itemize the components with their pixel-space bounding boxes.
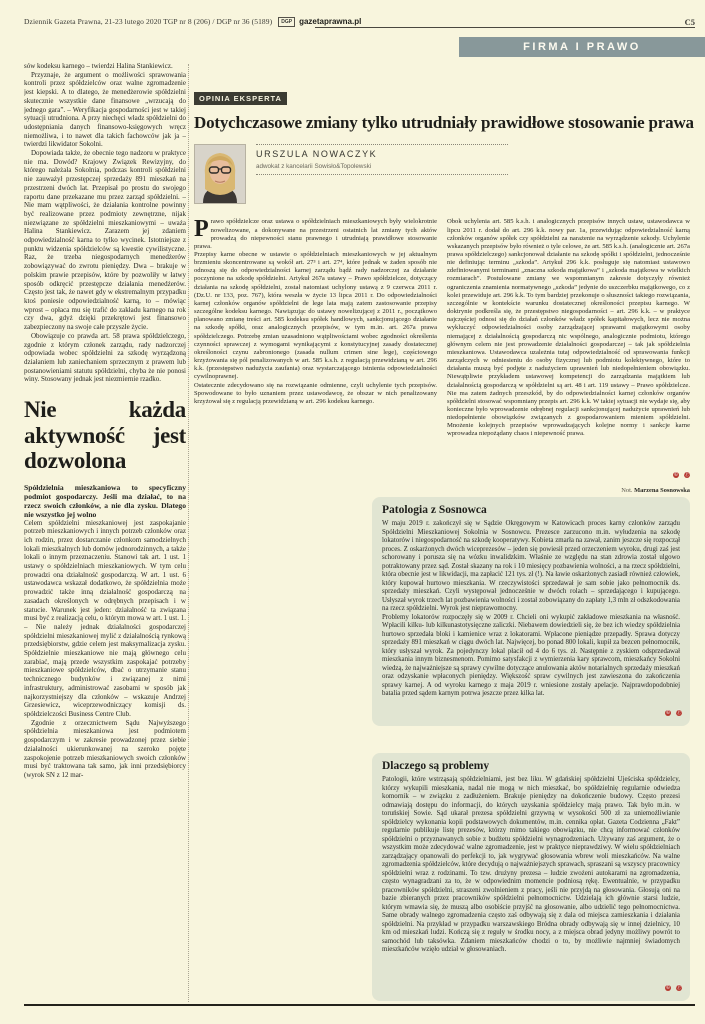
masthead	[24, 17, 695, 31]
page-bottom-rule	[24, 1004, 695, 1006]
box-title: Dlaczego są problemy	[382, 760, 490, 772]
paragraph: Obok uchylenia art. 585 k.s.h. i analogicznych przepisów innych ustaw, ustawodawca w lipcu 2011 r. dodał do art. 296 k.k. nowy par. 1a, przewidując odpowiedzialność karną członków organów spółek czy spółdzielni za narażenie na wyrządzenie szkody. Uchylenie wskazanych przepisów było również o tyle celowe, że art. 585 k.s.h. (analogicznie art. 267a prawa spółdzielczego) sankcjonował działanie na szkodę spółki i spółdzielni, jednocześnie nie definiując terminu „szkoda”. Artykuł 296 k.k. posługuje się natomiast ustawowo zdefiniowanymi terminami „znaczna szkoda majątkowa” i „szkoda majątkowa w wielkich rozmiarach”. Postulowane zmiany we wspomnianym zakresie dotyczyły również ograniczenia znamienia normatywnego „szkoda” jedynie do uszczerbku majątkowego, co z kolei przewiduje art. 296 k.k. To tym bardziej przekonuje o słuszności takiego rozwiązania, szczególnie w kontekście warunku dostatecznej określoności przepisu karnego. W doktrynie podkreśla się, że przestępstwo niegospodarności – art. 296 k.k. – w praktyce najczęściej odnosi się do działań członków władz spółek kapitałowych, lecz nie można wykluczyć odpowiedzialności osoby zarządzającej sprawami majątkowymi osoby niemającej z działalnością gospodarczą nic wspólnego, analogicznie podmiotu, którego głównym celem nie jest prowadzenie działalności gospodarczej – tak jak spółdzielnia mieszkaniowa. Ustawodawca uzależnia tutaj odpowiedzialność od sprawowania funkcji zarządczych w odniesieniu do osoby fizycznej lub podmiotu kolektywnego, które to działania muszą być podjęte z nadużyciem uprawnień lub niedopełnieniem obowiązku. Niewątpliwie przykładem ustawowej kompetencji do zarządzania majątkiem lub działalnością gospodarczą w spółdzielni są art. 48 i art. 119 ustawy – Prawo spółdzielcze. Nie ma zatem żadnych przeszkód, by do odpowiedzialności karnej członków organów spółdzielni stosować wspomniany przepis art. 296 k.k. W takiej sytuacji nie wydaje się, aby konieczne było wprowadzenie odrębnej regulacji sankcjonującej nadużycie uprawnień lub niedopełnienie obowiązków związanych z gospodarowaniem mieniem spółdzielni. Mnożenie kolejnych przepisów wprowadzających kolejne normy i sankcje karne wprowadza niepożądany chaos i niepewność prawa.	[447, 218, 690, 438]
publication-rights-icon: Ⓟ	[676, 985, 682, 991]
expert-opinion-section	[194, 88, 694, 495]
info-box-dlaczego	[372, 753, 690, 1001]
paragraph: Przyznaje, że argument o możliwości sprawowania kontroli przez spółdzielców oraz walne zgromadzenie jest kiepski. A to dlatego, że menedżerowie spółdzielni skutecznie wszystkie dane finansowe „wrzucają do jednego gara”. – Weryfikacja gospodarności jest w takiej sytuacji utrudniona. A przy niechęci władz spółdzielni do udostępniania danych finansowo-księgowych wręcz niemożliwa, i to nawet dla takich fachowców jak ja – twierdzi likwidator Sokolni.	[24, 70, 186, 149]
author-title: adwokat z kancelarii Sowisło&Topolewski	[256, 163, 508, 175]
note-credit	[194, 487, 690, 494]
rights-icons	[664, 701, 682, 719]
page-number: C5	[684, 17, 695, 27]
edition-info: Dziennik Gazeta Prawna, 21-23 lutego 2020 TGP nr 8 (206) / DGP nr 36 (5189)	[24, 17, 273, 26]
paragraph-text: rawo spółdzielcze oraz ustawa o spółdzielniach mieszkaniowych były wielokrotnie nowelizowane, a dokonywane na przestrzeni ostatnich lat zmiany tych aktów prowadzą do niepewności stanu prawnego i utrudniają prawidłowe stosowanie prawa.	[194, 218, 437, 250]
expert-column-right	[447, 218, 690, 482]
copyright-icon: ©	[674, 472, 678, 479]
article-lead: Spółdzielnia mieszkaniowa to specyficzny podmiot gospodarczy. Jeśli ma działać, to na rzecz swoich członków, a nie dla zysku. Dlatego nie wszystko jej wolno	[24, 482, 186, 519]
section-banner: FIRMA I PRAWO	[459, 37, 705, 57]
paragraph: Ostatecznie zdecydowano się na rozwiązanie odmienne, czyli uchylenie tych przepisów. Spowodowane to było uznaniem przez ustawodawcę, że obszar w nich penalizowany krzyżował się z regulacją przewidzianą w art. 296 kodeksu karnego.	[194, 381, 437, 405]
info-box-patologia	[372, 497, 690, 726]
left-article-column	[24, 62, 186, 1002]
site-link[interactable]: gazetaprawna.pl	[299, 17, 362, 26]
box-title: Patologia z Sosnowca	[382, 504, 487, 516]
credit-name: Marzena Sosnowska	[634, 487, 690, 495]
rights-icons	[664, 976, 682, 994]
copyright-icon: ©	[666, 710, 670, 716]
paragraph: Patologii, które wstrząsają spółdzielniami, jest bez liku. W gdańskiej spółdzielni Ujeściska spółdzielcy, którzy wykupili mieszkania, nadal nie mogą w nich mieszkać, bo spółdzielnię regularnie odwiedza komornik – w związku z zadłużeniem. Brakuje pieniędzy na dokończenie budowy. Często prezesi odmawiają dostępu do informacji, do których uzyskania spółdzielcy mają prawo. Tak było m.in. w toruńskiej Sowie. Sąd ukarał prezesa spółdzielni grzywną w wysokości 500 zł za uniemożliwianie spółdzielcy wykonania kopii podstawowych dokumentów, m.in. cennika opłat. Gazeta Codzienna „Fakt” regularnie publikuje listę prezesów, którzy mimo takiego obowiązku, nie chcą informować członków spółdzielni o przyznawanych sobie z budżetu spółdzielni wynagrodzeniach. Używany zaś argument, że o wszystkim może zdecydować walne zgromadzenie, jest w praktyce nieprawdziwy. W wielu spółdzielniach zarządzający opanowali do perfekcji to, jak wygrywać głosowania wbrew woli mieszkańców. Na walne zgromadzenia spółdzielców, które decydują o najważniejszych sprawach, spraszani są wszyscy pracownicy spółdzielni wraz z rodzinami. To tzw. drużyny prezesa – ludzie zwożeni autokarami na zgromadzenia, często wynagradzani za to, że w odpowiednim momencie podniosą rękę. Ewentualnie, w przypadku pracowników spółdzielni, straszeni zwolnieniem z pracy, jeśli nie przyjdą na głosowania. Głosują oni na bazie zbieranych przez pracowników spółdzielni pełnomocnictw. Udzielają ich głównie starsi ludzie, którym wmawia się, że muszą albo osobiście przyjść na głosowanie, albo udzielić tego pełnomocnictwa. Same obrady walnego zgromadzenia często zaś odbywają się z dala od miejsca zamieszkania i działania spółdzielni. Na przykład w przypadku warszawskiego Bródna obrady odbywają się w innej dzielnicy, 10 km od mieszkań ludzi. Kończą się z reguły w środku nocy, a z miejsca obrad jedyny możliwy powrót to samochód lub taksówka. Zdaniem mieszkańców chodzi o to, by możliwie najmniej świadomych mieszkańców wzięło udział w głosowaniach.	[382, 776, 680, 953]
paragraph: Przepisy karne obecne w ustawie o spółdzielniach mieszkaniowych w jej aktualnym brzmieniu skoncentrowane są wokół art. 27³ i art. 27⁴, które jednak w żaden sposób nie odnoszą się do odpowiedzialności karnej zarządu bądź rady nadzorczej za działanie poczynione na szkodę spółdzielni. Artykuł 267a ustawy – Prawo spółdzielcze, dotyczący działania na szkodę spółdzielni, został natomiast uchylony ustawą z 9 czerwca 2011 r. (Dz.U. nr 133, poz. 767), która weszła w życie 13 lipca 2011 r. Do odpowiedzialności karnej członków organów spółdzielni de lege lata mają zatem zastosowanie przepisy szczególne kodeksu karnego. Nawiązując do ustawy nowelizującej z 2011 r., początkowo planowano zmianę treści art. 585 kodeksu spółek handlowych, sankcjonującego działanie na szkodę spółki, oraz analogicznych przepisów, w tym m.in. art. 267a prawa spółdzielczego. Potrzebę zmian uzasadniono wątpliwościami wobec zgodności określenia czynności sprawczej z wymogami wynikającymi z konstytucyjnej zasady dostatecznej określoności czynu zabronionego (zasada nullum crimen sine lege), częściowego krzyżowania się pól penalizowanych w art. 585 k.s.h. z regulacją przewidzianą w art. 296 k.k. (przestępstwo nadużycia zaufania) oraz wystarczającego istnienia odpowiedzialności cywilnoprawnej.	[194, 251, 437, 381]
publication-rights-icon: Ⓟ	[676, 710, 682, 716]
rights-icons	[672, 463, 690, 481]
author-photo	[194, 144, 246, 204]
article-headline: Nie każda aktywność jest dozwolona	[24, 397, 186, 474]
author-block	[194, 144, 690, 208]
credit-prefix: Not.	[621, 487, 633, 495]
paragraph: Dopowiada także, że obecnie tego nadzoru w praktyce nie ma. Dowód? Krajowy Związek Rewizyjny, do którego należała Sokolnia, podczas kontroli spółdzielni nie zauważył przestępczej sprzedaży 891 mieszkań na przestrzeni dwóch lat. Przepisał po prostu do swojego raportu dane przekazane mu przez zarząd spółdzielni. – Nie mam wątpliwości, że działania kontrolne powinny być realizowane przez podmioty zewnętrzne, nijak niezwiązane ze spółdzielni mieszkaniowymi – uważa Halina Stankiewicz. Zarazem jej zdaniem odpowiedzialność karna to tylko wycinek. Istotniejsze z punktu widzenia spółdzielców są kwestie cywilistyczne. Raz, że trzeba niegospodarnych menedżerów zobowiązywać do zwrotu pieniędzy. Dwa – brakuje w polskim prawie przepisów, które by pozwoliły w łatwy sposób odkręcić przestępcze działania menedżerów. Często jest tak, że nawet gdy w ekstremalnym przypadku ktoś poniesie odpowiedzialność karną, to – mówiąc wprost – opłaca mu się trafić do zakładu karnego na rok czy dwa, gdyż dzięki przekrętowi jest finansowo zabezpieczony na swoje całe przyszłe życie.	[24, 149, 186, 332]
column-divider	[188, 64, 189, 1002]
portrait-illustration	[195, 145, 245, 203]
paragraph: sów kodeksu karnego – twierdzi Halina Stankiewicz.	[24, 62, 173, 70]
paragraph: W maju 2019 r. zakończył się w Sądzie Okręgowym w Katowicach proces karny członków zarządu Spółdzielni Mieszkaniowej Sokolnia w Sosnowcu. Prezesce zarzucono m.in. wyłudzenia na szkodę lokatorów i niegospodarność na szkodę kooperatywy. Kobieta zmarła na zawał, zanim jeszcze się rozpoczął proces. Z oskarżonych dwóch wiceprezesów – jeden się powiesił przed orzeczeniem wyroku, drugi zaś jest schorowany i porusza się na wózku inwalidzkim. Właśnie ze względu na stan zdrowia został ulgowo potraktowany przez sąd. Został skazany na rok i 10 miesięcy pozbawienia wolności, a na rzecz spółdzielni, która obecnie jest w likwidacji, ma zapłacić 121 tys. zł (!). Na ławie oskarżonych zasiadł również człowiek, który kupował hurtowo mieszkania. W rzeczywistości sprzedawał je sam sobie jako pełnomocnik ds. sprzedaży mieszkań. Czyli występował jednocześnie w dwóch rolach – sprzedającego i kupującego. Usłyszał wyrok trzech lat pozbawienia wolności i został zobowiązany do zapłaty 1,3 mln zł odszkodowania na rzecz spółdzielni. Wyrok jest nieprawomocny.	[382, 520, 680, 612]
author-info	[256, 144, 508, 175]
dgp-logo: DGP	[278, 17, 295, 27]
expert-text-columns	[194, 218, 690, 482]
author-name: URSZULA NOWACZYK	[256, 149, 378, 160]
paragraph: Zgodnie z orzecznictwem Sądu Najwyższego spółdzielnia mieszkaniowa jest podmiotem gospodarczym i w zakresie prowadzonej przez siebie działalności ukierunkowanej na szeroko pojęte zaspokojenie potrzeb mieszkaniowych swoich członków musi być traktowana tak samo, jak inni przedsiębiorcy (wyrok SN z 12 mar-	[24, 718, 186, 779]
paragraph: Problemy lokatorów rozpoczęły się w 2009 r. Chcieli oni wykupić zakładowe mieszkania na własność. Wpłacili kilku- lub kilkunastotysięczne zaliczki. Niebawem dowiedzieli się, że bez ich wiedzy spółdzielnia hurtowo sprzedała bloki i kamienice wraz z lokatorami. Wpłacone pieniądze przepadły. Sprawa dotyczy sprzedaży 891 mieszkań w ciągu dwóch lat. Najwięcej, bo ponad 800 lokali, kupił za bezcen pełnomocnik, który usłyszał wyrok. Za pojedynczy lokal płacił od 4 do 6 tys. zł. Następnie z zyskiem odsprzedawał mieszkania innym biznesmenom. Pomimo satysfakcji z wymierzenia kary sprawcom, mieszkańcy Sokolni wiedzą, że najważniejsze są sprawy cywilne dotyczące anulowania aktów notarialnych sprzedaży mieszkań oraz odzyskanie wpłaconych pieniędzy. Większość spraw cywilnych jest zawieszona do zakończenia sprawy karnej. A od wyroku karnego z maja 2019 r. wniesione zostały apelacje. Najprawdopodobniej batalia przed sądem karnym potrwa jeszcze przez kilka lat.	[382, 613, 680, 697]
paragraph: Obowiązuje co prawda art. 58 prawa spółdzielczego, zgodnie z którym członek zarządu, rady nadzorczej odpowiada wobec spółdzielni za szkodę wyrządzoną działaniem lub zaniechaniem sprzecznym z prawem lub postanowieniami statutu spółdzielni, chyba że nie ponosi winy. Stosowany jednak jest niezmiernie rzadko.	[24, 331, 186, 384]
paragraph	[194, 218, 437, 251]
paragraph: Celem spółdzielni mieszkaniowej jest zaspokajanie potrzeb mieszkaniowych i innych potrzeb członków oraz ich rodzin, przez dostarczanie członkom samodzielnych lokali mieszkalnych lub domów jednorodzinnych, a także lokali o innym przeznaczeniu. Stanowi tak art. 1 ust. 1 ustawy o spółdzielniach mieszkaniowych. W tym celu prowadzi ona działalność gospodarczą. W art. 1 ust. 6 ustawodawca wskazał dodatkowo, że spółdzielnia może prowadzić także inną działalność gospodarczą na zasadach określonych w odrębnych przepisach i w statucie. Warunek jest jeden: działalność ta związana musi być z realizacją celu, o którym mowa w art. 1 ust. 1. – Nie należy jednak działalności gospodarczej spółdzielni mieszkaniowej mylić z działalnością rynkową przedsiębiorstw, gdzie celem jest maksymalizacja zysku. Spółdzielnie mieszkaniowe nie mają głównego celu zarabiać, mają przede wszystkim zaspokajać potrzeby mieszkaniowe spółdzielców, dbać o utrzymanie stanu technicznego budynków i związanej z nimi infrastruktury, administrować zasobami w sposób jak najkorzystniejszy dla członków – wskazuje Andrzej Grzesiewicz, wiceprzewodniczący komisji ds. spółdzielczości Business Centre Club.	[24, 518, 186, 718]
drop-cap: P	[194, 218, 209, 243]
expert-headline: Dotychczasowe zmiany tylko utrudniały prawidłowe stosowanie prawa	[194, 113, 694, 132]
header-rule	[315, 27, 695, 28]
copyright-icon: ©	[666, 985, 670, 991]
expert-column-left	[194, 218, 437, 482]
section-kicker: OPINIA EKSPERTA	[194, 92, 287, 105]
publication-rights-icon: Ⓟ	[684, 472, 690, 479]
